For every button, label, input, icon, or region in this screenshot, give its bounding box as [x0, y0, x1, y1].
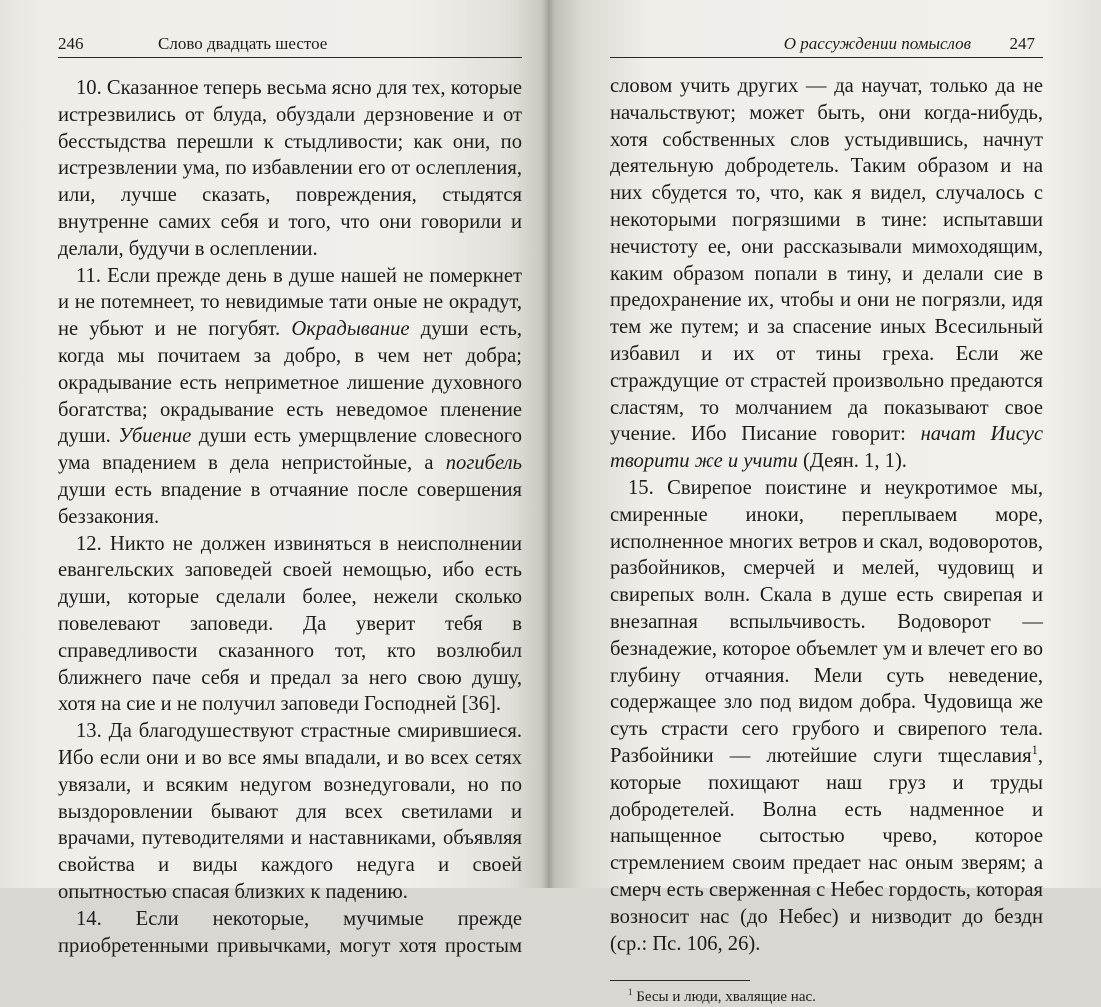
footnote-divider	[610, 980, 750, 981]
running-title-left: Слово двадцать шестое	[158, 34, 328, 53]
paragraph-10: 10. Сказанное теперь весьма ясно для тех, которые истрезвились от блуда, обуздали дерзновение и от бесстыдства перешли к стыдливости; как они, по истрезвлении ума, по избавлении его от ослепления, или, лучше сказать, повреждения, стыдятся внутренне самих себя и того, что они говорили и делали, будучи в ослеплении.	[58, 77, 522, 260]
left-page-header	[58, 0, 522, 58]
paragraph-12: 12. Никто не должен извиняться в неисполнении евангельских заповедей своей немощью, ибо есть души, которые сделали более, нежели сколько повелевают заповеди. Да уверит тебя в справедливости сказанного тот, кто возлюбил ближнего паче себя и предал за него свою душу, хотя на сие и не получил заповеди Господней [36].	[58, 532, 522, 716]
paragraph-13: 13. Да благодушествуют страстные смирившиеся. Ибо если они и во все ямы впадали, и во всех сетях увязали, и всяким недугом вознедуговали, но по выздоровлении бывают для всех светилами и врачами, путеводителями и наставниками, объявляя свойства и виды каждого недуга и своей опытностью спасая близких к падению.	[58, 720, 522, 903]
page-number-left: 246	[58, 34, 84, 53]
paragraph-11: 11. Если прежде день в душе нашей не померкнет и не потемнеет, то невидимые тати оные не окрадут, не убьют и не погубят. Окрадывание души есть, когда мы почитаем за добро, в чем нет добра; окрадывание есть неприметное лишение духовного богатства; окрадывание есть неведомое пленение души. Убиение души есть умерщвление словесного ума впадением в дела непристойные, а погибель души есть впадение в отчаяние после совершения беззакония.	[58, 264, 523, 528]
left-page	[0, 0, 548, 957]
page-number-right: 247	[1009, 34, 1035, 53]
running-title-right: О рассуждении помыслов	[783, 34, 971, 53]
footnote-ref: 1	[1031, 743, 1038, 758]
footnote-mark: 1	[628, 987, 633, 998]
paragraph-15: 15. Свирепое поистине и неукротимое мы, смиренные иноки, переплываем море, исполненное многих ветров и скал, водоворотов, разбойников, смерчей и мелей, чудовищ и свирепых волн. Скала в душе есть свирепая и внезапная вспыльчивость. Водоворот — безнадежие, которое объемлет ум и влечет его во глубину отчаяния. Мели суть неведение, содержащее зло под видом добра. Чудовища же суть страсти сего грубого и свирепого тела. Разбойники — лютейшие слуги тщеславия$^1$, которые похищают наш груз и труды добродетелей. Волна есть надменное и напыщенное сытостью чрево, которое стремлением своим предает нас оным зверям; а смерч есть сверженная с Небес гордость, которая возносит нас (до Небес) и низводит до бездн (ср.: Пс. 106, 26).	[610, 476, 1043, 955]
right-page-text	[610, 73, 1043, 1007]
right-page	[548, 0, 1101, 1006]
right-page-header	[610, 0, 1043, 58]
book-gutter-shadow	[541, 0, 555, 888]
paragraph-14: 14. Если некоторые, мучимые прежде приобретенными привычками, могут хотя простым	[58, 907, 522, 957]
paragraph-14-continued: словом учить других — да научат, только да не начальствуют; может быть, они когда-нибудь, хотя собственных слов устыдившись, начнут деятельную добродетель. Таким образом и на них сбудется то, что, как я видел, случалось с некоторыми погрязшими в тине: испытавши нечистоту ее, они рассказывали мимоходящим, каким образом попали в тину, и делали сие в предохранение их, чтобы и они не погрязли, идя тем же путем; и за спасение иных Всесильный избавил и их от тины греха. Если же страждущие от страстей произвольно предаются сластям, то молчанием да показывают свое учение. Ибо Писание говорит: начат Иисус творити же и учити (Деян. 1, 1).	[610, 75, 1044, 473]
footnote: $^1$ Бесы и люди, хвалящие нас.	[628, 987, 816, 1006]
left-page-text	[58, 75, 522, 959]
